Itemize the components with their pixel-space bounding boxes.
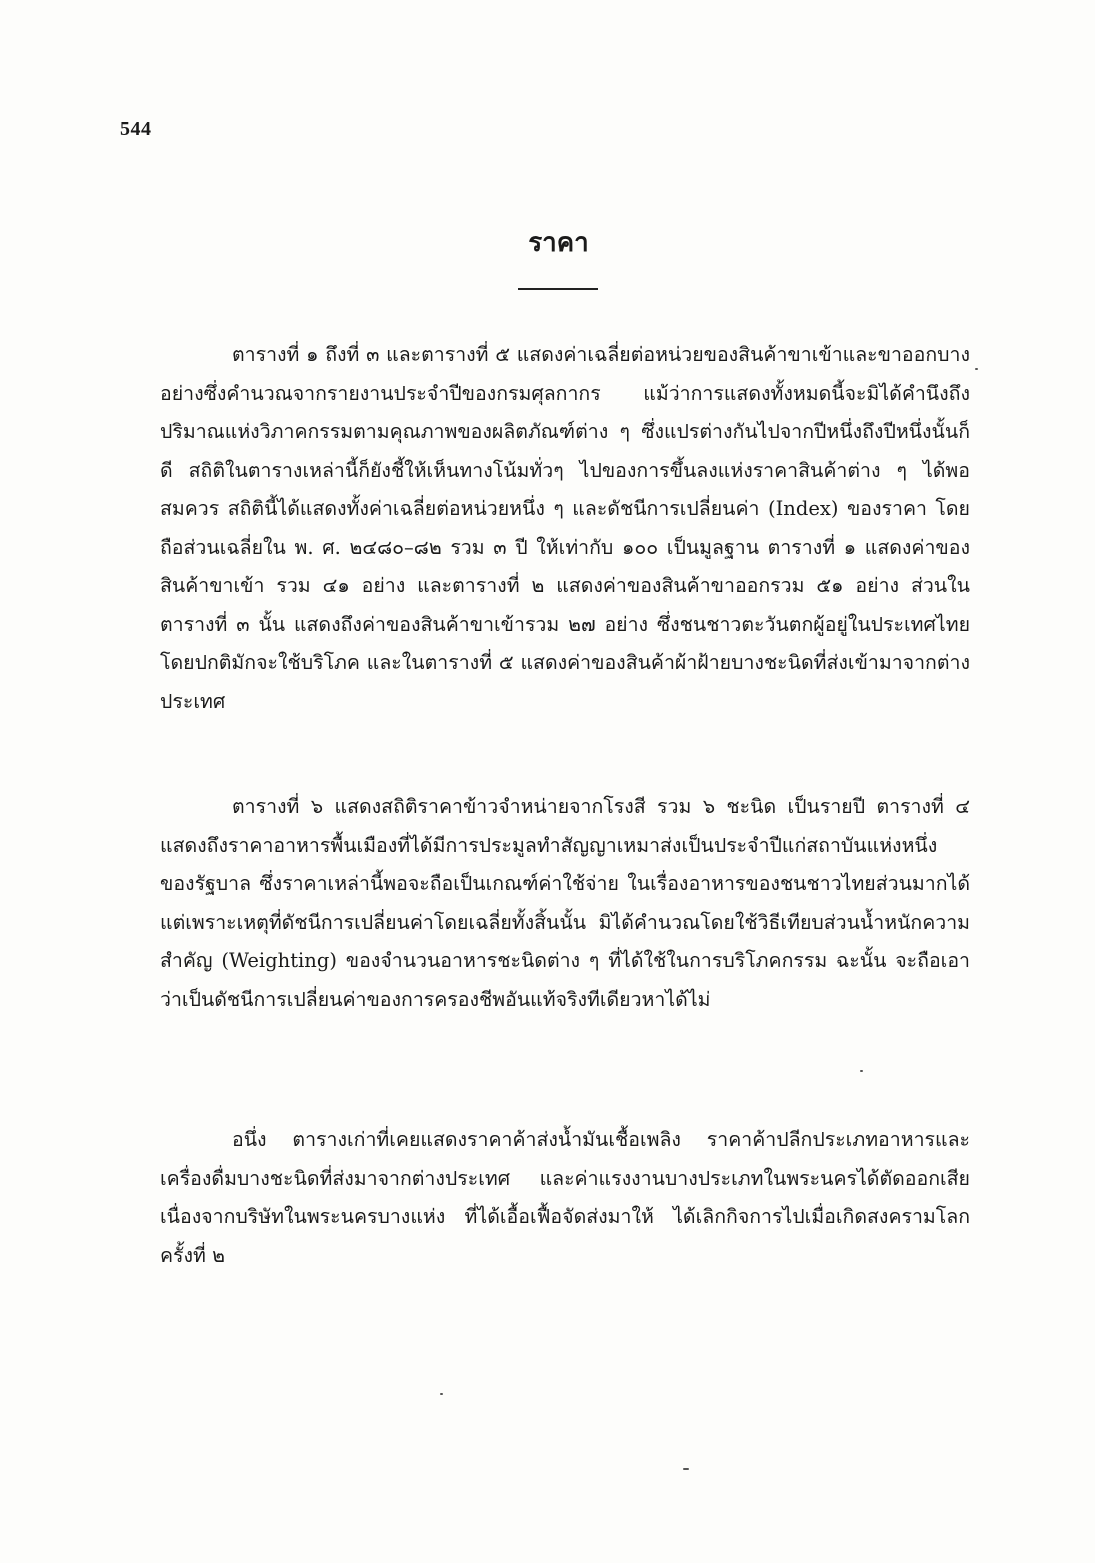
scan-speck bbox=[440, 1393, 443, 1395]
page-number: 544 bbox=[120, 118, 152, 140]
paragraph-3: อนึ่ง ตารางเก่าที่เคยแสดงราคาค้าส่งน้ำมันเชื้อเพลิง ราคาค้าปลีกประเภทอาหารและเครื่องดื่มบางชะนิดที่ส่งมาจากต่างประเทศ และค่าแรงงานบางประเภทในพระนครได้ตัดออกเสีย เนื่องจากบริษัทในพระนครบางแห่ง ที่ได้เอื้อเฟื้อจัดส่งมาให้ ได้เลิกกิจการไปเมื่อเกิดสงครามโลกครั้งที่ ๒ bbox=[160, 1128, 970, 1267]
title-underline-rule bbox=[518, 288, 598, 290]
paragraph-1: ตารางที่ ๑ ถึงที่ ๓ และตารางที่ ๕ แสดงค่าเฉลี่ยต่อหน่วยของสินค้าขาเข้าและขาออกบางอย่างซึ่งคำนวณจากรายงานประจำปีของกรมศุลกากร แม้ว่าการแสดงทั้งหมดนี้จะมิได้คำนึงถึงปริมาณแห่งวิภาคกรรมตามคุณภาพของผลิตภัณฑ์ต่าง ๆ ซึ่งแปรต่างกันไปจากปีหนึ่งถึงปีหนึ่งนั้นก็ดี สถิติในตารางเหล่านี้ก็ยังชี้ให้เห็นทางโน้มทั่วๆ ไปของการขึ้นลงแห่งราคาสินค้าต่าง ๆ ได้พอสมควร สถิตินี้ได้แสดงทั้งค่าเฉลี่ยต่อหน่วยหนึ่ง ๆ และดัชนีการเปลี่ยนค่า (Index) ของราคา โดยถือส่วนเฉลี่ยใน พ. ศ. ๒๔๘๐–๘๒ รวม ๓ ปี ให้เท่ากับ ๑๐๐ เป็นมูลฐาน ตารางที่ ๑ แสดงค่าของสินค้าขาเข้า รวม ๔๑ อย่าง และตารางที่ ๒ แสดงค่าของสินค้าขาออกรวม ๕๑ อย่าง ส่วนในตารางที่ ๓ นั้น แสดงถึงค่าของสินค้าขาเข้ารวม ๒๗ อย่าง ซึ่งชนชาวตะวันตกผู้อยู่ในประเทศไทยโดยปกติมักจะใช้บริโภค และในตารางที่ ๕ แสดงค่าของสินค้าผ้าฝ้ายบางชะนิดที่ส่งเข้ามาจากต่างประเทศ bbox=[160, 343, 970, 713]
paragraph-2: ตารางที่ ๖ แสดงสถิติราคาข้าวจำหน่ายจากโรงสี รวม ๖ ชะนิด เป็นรายปี ตารางที่ ๔ แสดงถึงราคาอาหารพื้นเมืองที่ได้มีการประมูลทำสัญญาเหมาส่งเป็นประจำปีแก่สถาบันแห่งหนึ่งของรัฐบาล ซึ่งราคาเหล่านี้พอจะถือเป็นเกณฑ์ค่าใช้จ่าย ในเรื่องอาหารของชนชาวไทยส่วนมากได้แต่เพราะเหตุที่ดัชนีการเปลี่ยนค่าโดยเฉลี่ยทั้งสิ้นนั้น มิได้คำนวณโดยใช้วิธีเทียบส่วนน้ำหนักความสำคัญ (Weighting) ของจำนวนอาหารชะนิดต่าง ๆ ที่ได้ใช้ในการบริโภคกรรม ฉะนั้น จะถือเอาว่าเป็นดัชนีการเปลี่ยนค่าของการครองชีพอันแท้จริงทีเดียวหาได้ไม่ bbox=[160, 795, 970, 1011]
scan-speck bbox=[860, 1070, 863, 1072]
scan-speck bbox=[975, 368, 978, 370]
scan-speck bbox=[683, 1468, 689, 1470]
section-title: ราคา bbox=[528, 228, 589, 258]
